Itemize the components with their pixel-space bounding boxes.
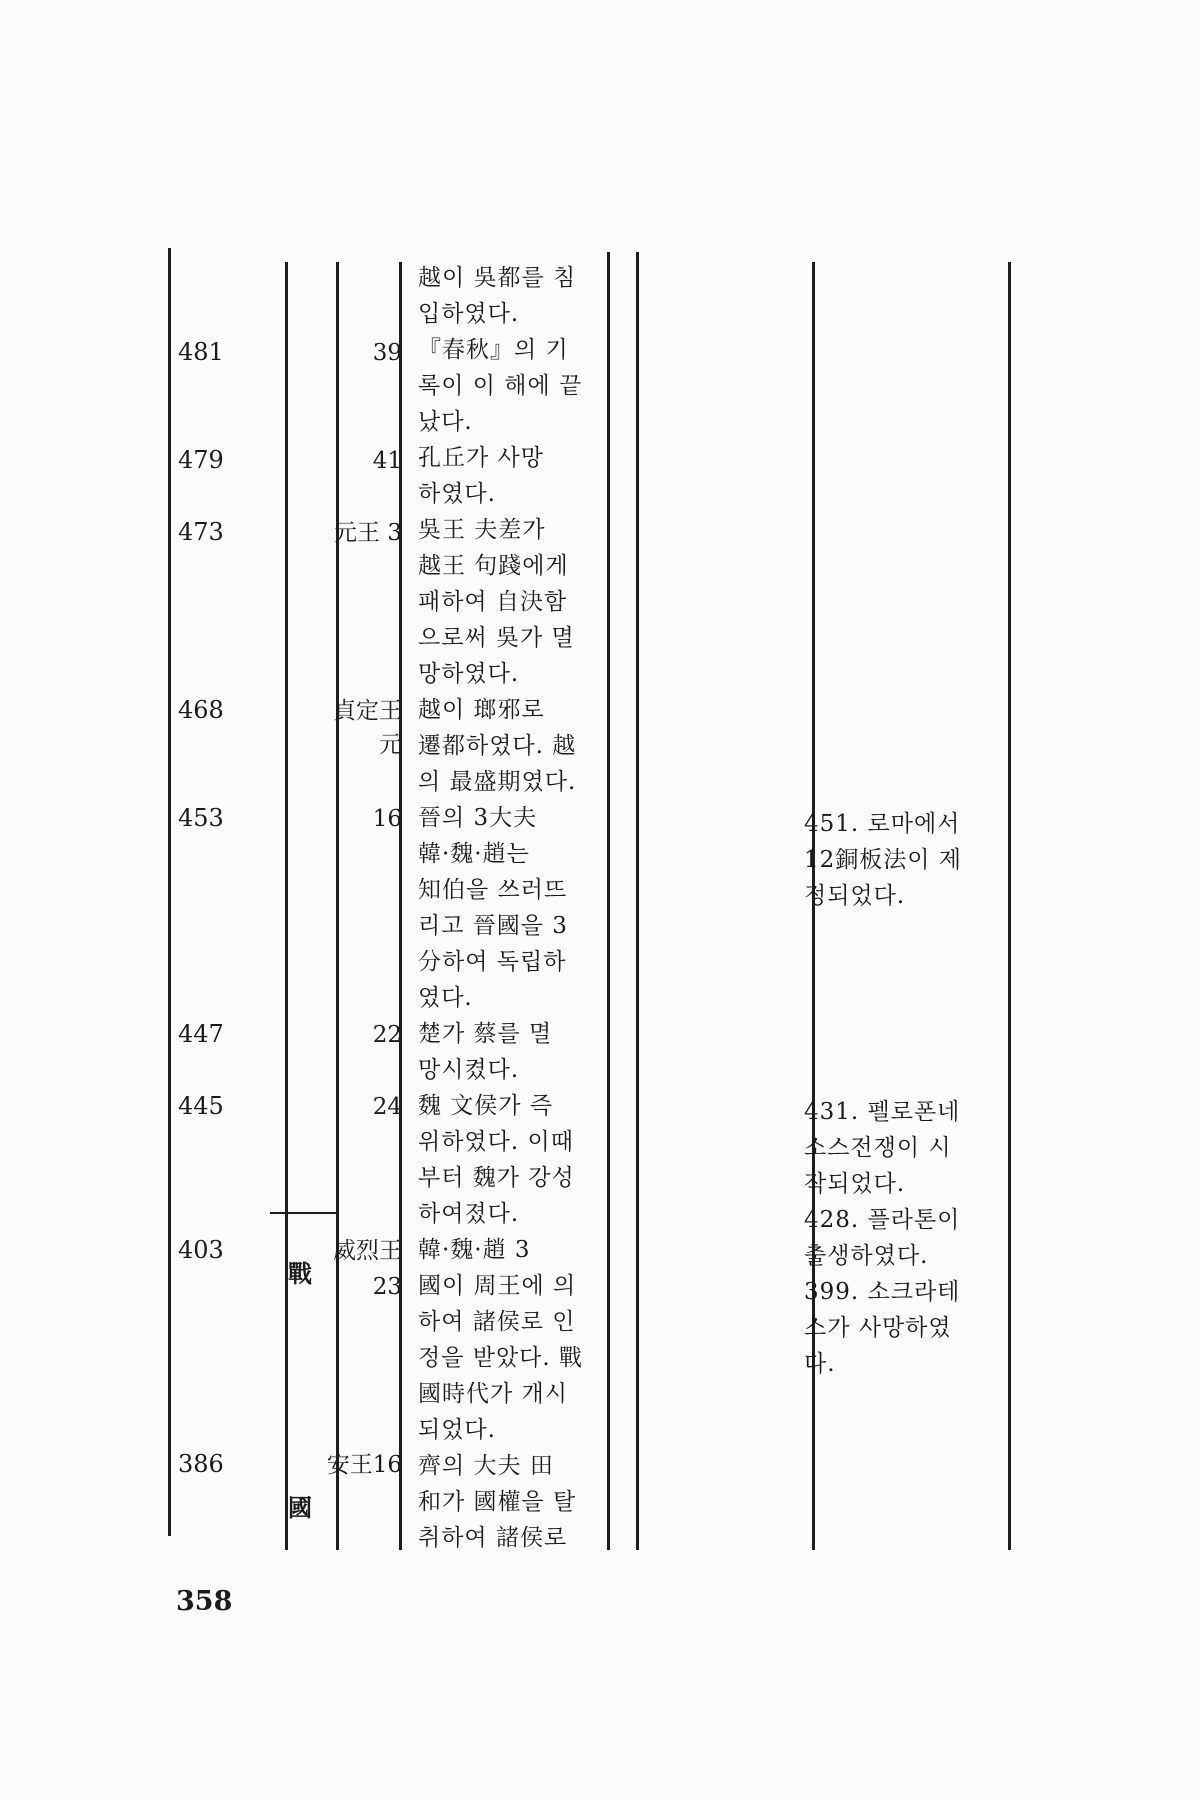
event-line: 知伯을 쓰러뜨 xyxy=(418,877,568,903)
world-line: 출생하였다. xyxy=(804,1243,929,1269)
reign-zhendingwang: 貞定王 xyxy=(333,698,402,724)
event-line: 였다. xyxy=(418,985,473,1011)
world-line: 451. 로마에서 xyxy=(804,811,961,837)
event-line: 晉의 3大夫 xyxy=(418,805,538,831)
column-divider-era xyxy=(285,262,288,1550)
event-warring-states-begin xyxy=(418,1232,583,1448)
event-line: 입하였다. xyxy=(418,301,520,327)
event-line: 하였다. xyxy=(418,481,496,507)
reign-yuanwang-3: 元王 3 xyxy=(334,520,402,546)
event-line: 되었다. xyxy=(418,1417,496,1443)
reign-anwang-16: 安王16 xyxy=(326,1452,402,1478)
event-wu-destroyed xyxy=(418,512,575,692)
event-line: 越이 吳都를 침 xyxy=(418,265,577,291)
world-line: 428. 플라톤이 xyxy=(804,1207,961,1233)
reign-weiliewang: 威烈王 xyxy=(333,1238,402,1264)
year-403: 403 xyxy=(178,1236,224,1264)
event-line: 遷都하였다. 越 xyxy=(418,733,577,759)
reign-16: 16 xyxy=(372,806,402,832)
event-line: 위하였다. 이때 xyxy=(418,1129,574,1155)
event-line: 으로써 吳가 멸 xyxy=(418,625,575,651)
world-line: 정되었다. xyxy=(804,883,906,909)
era-divider xyxy=(270,1212,338,1214)
event-line: 났다. xyxy=(418,409,473,435)
year-453: 453 xyxy=(178,804,224,832)
event-line: 『春秋』의 기 xyxy=(418,337,569,363)
year-447: 447 xyxy=(178,1020,224,1048)
event-chunqiu-ends xyxy=(418,332,582,440)
world-line: 12銅板法이 제 xyxy=(804,847,963,873)
event-line: 韓·魏·趙는 xyxy=(418,841,530,867)
event-line: 越王 句踐에게 xyxy=(418,553,569,579)
event-line: 韓·魏·趙 3 xyxy=(418,1237,531,1263)
event-line: 齊의 大夫 田 xyxy=(418,1453,554,1479)
era-label-1: 戰 xyxy=(288,1259,312,1288)
event-line: 망시켰다. xyxy=(418,1057,520,1083)
table-left-border xyxy=(168,248,171,1536)
world-peloponnesian-war xyxy=(804,1094,960,1202)
event-line: 부터 魏가 강성 xyxy=(418,1165,575,1191)
event-line: 國時代가 개시 xyxy=(418,1381,568,1407)
event-line: 和가 國權을 탈 xyxy=(418,1489,577,1515)
event-line: 취하여 諸侯로 xyxy=(418,1525,568,1551)
event-line: 國이 周王에 의 xyxy=(418,1273,577,1299)
event-line: 정을 받았다. 戰 xyxy=(418,1345,584,1371)
reign-39: 39 xyxy=(372,340,402,366)
world-line: 다. xyxy=(804,1351,836,1377)
event-line: 吳王 夫差가 xyxy=(418,517,546,543)
column-divider-event-right xyxy=(607,252,610,1550)
event-line: 망하였다. xyxy=(418,661,520,687)
table-right-border xyxy=(1008,262,1011,1550)
event-line: 魏 文侯가 즉 xyxy=(418,1093,554,1119)
event-line: 하여 諸侯로 인 xyxy=(418,1309,576,1335)
event-confucius-dies xyxy=(418,440,544,512)
year-481: 481 xyxy=(178,338,224,366)
event-line: 分하여 독립하 xyxy=(418,949,567,975)
world-line: 399. 소크라테 xyxy=(804,1279,961,1305)
event-yue-moves-capital xyxy=(418,692,576,800)
reign-yuan: 元 xyxy=(379,732,402,758)
reign-41: 41 xyxy=(372,448,402,474)
event-line: 록이 이 해에 끝 xyxy=(418,373,583,399)
event-tian-he-seizes-qi xyxy=(418,1448,576,1556)
column-divider-blank xyxy=(636,252,639,1550)
world-plato-born xyxy=(804,1202,960,1274)
event-line: 하여졌다. xyxy=(418,1201,520,1227)
reign-23: 23 xyxy=(372,1274,402,1300)
event-yue-invades-wu xyxy=(418,260,576,332)
event-line: 의 最盛期였다. xyxy=(418,769,577,795)
event-line: 패하여 自決함 xyxy=(418,589,568,615)
world-line: 스가 사망하였 xyxy=(804,1315,952,1341)
year-445: 445 xyxy=(178,1092,224,1120)
year-386: 386 xyxy=(178,1450,224,1478)
year-468: 468 xyxy=(178,696,224,724)
event-line: 楚가 蔡를 멸 xyxy=(418,1021,553,1047)
reign-22: 22 xyxy=(372,1022,402,1048)
event-line: 孔丘가 사망 xyxy=(418,445,544,471)
world-line: 431. 펠로폰네 xyxy=(804,1099,961,1125)
world-twelve-tables xyxy=(804,806,962,914)
world-socrates-dies xyxy=(804,1274,960,1382)
era-label-2: 國 xyxy=(288,1493,312,1522)
event-wei-wenhou xyxy=(418,1088,575,1232)
year-473: 473 xyxy=(178,518,224,546)
world-line: 소스전쟁이 시 xyxy=(804,1135,952,1161)
page-number: 358 xyxy=(176,1586,233,1617)
column-divider-reign xyxy=(336,262,339,1550)
reign-24: 24 xyxy=(372,1094,402,1120)
year-479: 479 xyxy=(178,446,224,474)
event-chu-destroys-cai xyxy=(418,1016,552,1088)
event-jin-partition xyxy=(418,800,568,1016)
event-line: 越이 瑯邪로 xyxy=(418,697,545,723)
world-line: 작되었다. xyxy=(804,1171,906,1197)
event-line: 리고 晉國을 3 xyxy=(418,913,568,939)
